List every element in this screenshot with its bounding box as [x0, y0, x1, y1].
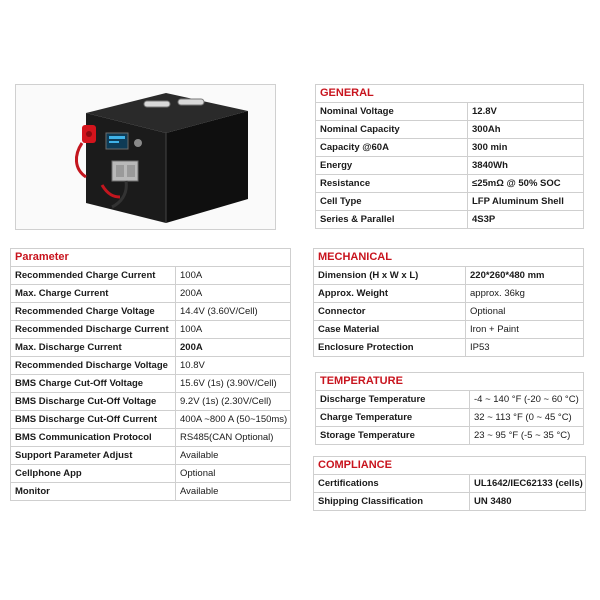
spec-label: Cell Type	[316, 193, 468, 211]
spec-label: Dimension (H x W x L)	[314, 267, 466, 285]
spec-label: Recommended Charge Current	[11, 267, 176, 285]
spec-label: Max. Discharge Current	[11, 339, 176, 357]
table-row	[314, 493, 586, 511]
spec-label: Recommended Charge Voltage	[11, 303, 176, 321]
table-row	[314, 321, 584, 339]
spec-value: 220*260*480 mm	[466, 267, 584, 285]
battery-illustration	[16, 85, 277, 231]
temperature-table	[315, 372, 584, 445]
spec-value: 300Ah	[468, 121, 584, 139]
table-row	[316, 121, 584, 139]
parameter-title: Parameter	[11, 249, 176, 267]
spec-value: UL1642/IEC62133 (cells)	[470, 475, 586, 493]
table-row	[11, 285, 291, 303]
parameter-table	[10, 248, 291, 501]
table-row	[314, 339, 584, 357]
spec-label: BMS Charge Cut-Off Voltage	[11, 375, 176, 393]
table-row	[11, 339, 291, 357]
spec-value: 100A	[176, 321, 291, 339]
table-row	[316, 175, 584, 193]
spec-value: 400A ~800 A (50~150ms)	[176, 411, 291, 429]
table-row	[314, 303, 584, 321]
spec-label: Storage Temperature	[316, 427, 470, 445]
spec-value: 9.2V (1s) (2.30V/Cell)	[176, 393, 291, 411]
spec-value: RS485(CAN Optional)	[176, 429, 291, 447]
spec-label: Discharge Temperature	[316, 391, 470, 409]
spec-label: Charge Temperature	[316, 409, 470, 427]
spec-value: 10.8V	[176, 357, 291, 375]
compliance-table	[313, 456, 586, 511]
table-row	[316, 211, 584, 229]
table-row	[316, 157, 584, 175]
spec-value: 32 ~ 113 °F (0 ~ 45 °C)	[470, 409, 584, 427]
spec-value: 300 min	[468, 139, 584, 157]
table-row	[11, 357, 291, 375]
spec-label: BMS Discharge Cut-Off Current	[11, 411, 176, 429]
spec-value: UN 3480	[470, 493, 586, 511]
table-row	[11, 321, 291, 339]
spec-label: Monitor	[11, 483, 176, 501]
spec-label: Shipping Classification	[314, 493, 470, 511]
spec-label: Max. Charge Current	[11, 285, 176, 303]
general-title: GENERAL	[316, 85, 468, 103]
spec-label: Resistance	[316, 175, 468, 193]
spec-label: Nominal Voltage	[316, 103, 468, 121]
table-row	[316, 409, 584, 427]
spec-value: 200A	[176, 285, 291, 303]
table-row	[11, 303, 291, 321]
spec-value: 23 ~ 95 °F (-5 ~ 35 °C)	[470, 427, 584, 445]
spec-label: Nominal Capacity	[316, 121, 468, 139]
spec-value: Available	[176, 483, 291, 501]
table-row	[314, 267, 584, 285]
spec-label: Recommended Discharge Voltage	[11, 357, 176, 375]
spec-label: Support Parameter Adjust	[11, 447, 176, 465]
spec-value: 4S3P	[468, 211, 584, 229]
spec-value: ≤25mΩ @ 50% SOC	[468, 175, 584, 193]
table-row	[11, 429, 291, 447]
spec-label: Energy	[316, 157, 468, 175]
spec-value: 200A	[176, 339, 291, 357]
spec-value: 100A	[176, 267, 291, 285]
table-row	[314, 285, 584, 303]
table-row	[11, 447, 291, 465]
table-row	[316, 391, 584, 409]
spec-value: 3840Wh	[468, 157, 584, 175]
spec-label: Certifications	[314, 475, 470, 493]
spec-value: Available	[176, 447, 291, 465]
spec-value: Optional	[466, 303, 584, 321]
spec-label: Case Material	[314, 321, 466, 339]
table-row	[11, 375, 291, 393]
table-row	[316, 139, 584, 157]
mechanical-title: MECHANICAL	[314, 249, 466, 267]
compliance-title: COMPLIANCE	[314, 457, 470, 475]
spec-value: LFP Aluminum Shell	[468, 193, 584, 211]
table-row	[11, 267, 291, 285]
spec-value: IP53	[466, 339, 584, 357]
spec-value: 15.6V (1s) (3.90V/Cell)	[176, 375, 291, 393]
table-row	[316, 103, 584, 121]
table-row	[11, 393, 291, 411]
spec-label: Approx. Weight	[314, 285, 466, 303]
temperature-title: TEMPERATURE	[316, 373, 470, 391]
general-table	[315, 84, 584, 229]
spec-value: -4 ~ 140 °F (-20 ~ 60 °C)	[470, 391, 584, 409]
table-row	[11, 411, 291, 429]
spec-value: Optional	[176, 465, 291, 483]
table-row	[11, 483, 291, 501]
table-row	[314, 475, 586, 493]
spec-value: 12.8V	[468, 103, 584, 121]
spec-value: approx. 36kg	[466, 285, 584, 303]
table-row	[316, 193, 584, 211]
table-row	[316, 427, 584, 445]
spec-label: Cellphone App	[11, 465, 176, 483]
spec-label: Recommended Discharge Current	[11, 321, 176, 339]
spec-label: Series & Parallel	[316, 211, 468, 229]
spec-label: Connector	[314, 303, 466, 321]
product-photo	[15, 84, 276, 230]
spec-value: Iron + Paint	[466, 321, 584, 339]
table-row	[11, 465, 291, 483]
mechanical-table	[313, 248, 584, 357]
spec-label: BMS Communication Protocol	[11, 429, 176, 447]
spec-label: BMS Discharge Cut-Off Voltage	[11, 393, 176, 411]
spec-label: Enclosure Protection	[314, 339, 466, 357]
spec-value: 14.4V (3.60V/Cell)	[176, 303, 291, 321]
spec-label: Capacity @60A	[316, 139, 468, 157]
